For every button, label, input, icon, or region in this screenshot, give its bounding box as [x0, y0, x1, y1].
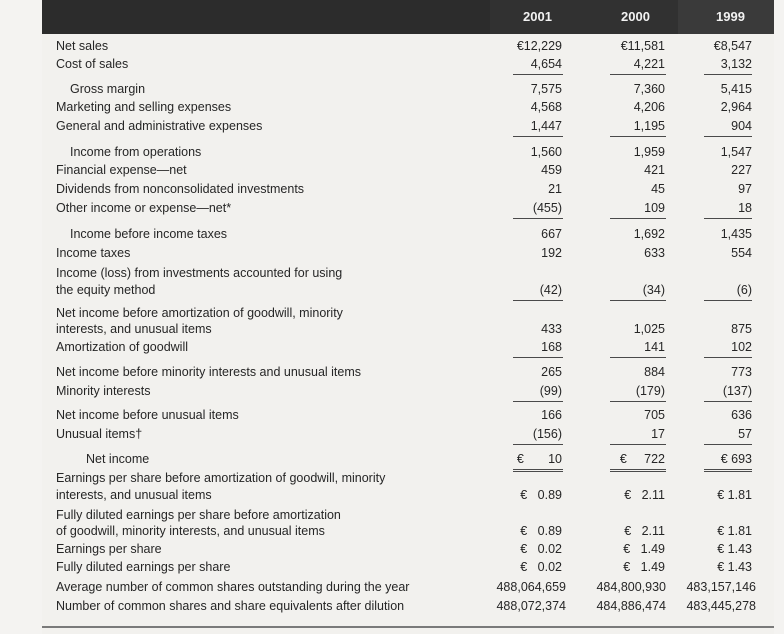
row-marketing: [0, 98, 784, 116]
underline: [610, 300, 666, 301]
row-label: Net income before amortization of goodwill, minority: [56, 306, 343, 320]
value-2000: 1,195: [633, 119, 665, 133]
value-2001: (156): [532, 427, 562, 441]
value-1999: 3,132: [720, 57, 752, 71]
row-equity-method-label1: [0, 264, 784, 282]
underline: [513, 218, 563, 219]
value-1999: € 1.81: [717, 488, 752, 502]
underline: [513, 136, 563, 137]
value-2000: 633: [644, 246, 665, 260]
row-label: Marketing and selling expenses: [56, 100, 232, 114]
value-2001: 488,072,374: [496, 599, 566, 613]
row-label-cont: the equity method: [56, 283, 156, 297]
row-general-admin: [0, 117, 784, 135]
value-2001: € 0.89: [520, 524, 562, 538]
value-1999: (137): [722, 384, 752, 398]
underline: [704, 74, 752, 75]
value-2000: 484,886,474: [596, 599, 666, 613]
underline: [513, 401, 563, 402]
value-2001: € 0.02: [520, 560, 562, 574]
value-2001: (99): [539, 384, 562, 398]
header-col-2000: [584, 0, 678, 34]
underline: [513, 444, 563, 445]
value-2000: 884: [644, 365, 665, 379]
value-2001: €12,229: [516, 39, 562, 53]
value-2000: 141: [644, 340, 665, 354]
value-1999: € 1.43: [717, 560, 752, 574]
row-label: Net income before minority interests and unusual items: [56, 365, 362, 379]
value-2001: 4,568: [530, 100, 562, 114]
underline: [513, 357, 563, 358]
row-other-income: [0, 199, 784, 217]
row-label: Income taxes: [56, 246, 131, 260]
value-2000: € 1.49: [623, 560, 665, 574]
value-2001: 667: [541, 227, 562, 241]
row-eps-before-label1: [0, 469, 784, 487]
value-2001: 7,575: [530, 82, 562, 96]
value-2001: 166: [541, 408, 562, 422]
year-2000: 2000: [621, 9, 650, 24]
value-2001: 1,447: [530, 119, 562, 133]
row-label: Income from operations: [70, 145, 202, 159]
row-label: Gross margin: [70, 82, 146, 96]
underline: [610, 401, 666, 402]
value-1999: € 1.43: [717, 542, 752, 556]
value-2000: € 2.11: [624, 488, 665, 502]
row-label: Cost of sales: [56, 57, 129, 71]
value-1999: 483,445,278: [686, 599, 756, 613]
value-2001: 433: [541, 322, 562, 336]
year-1999: 1999: [716, 9, 745, 24]
row-label: Fully diluted earnings per share before amortization: [56, 508, 341, 522]
value-1999: 5,415: [720, 82, 752, 96]
value-1999: 1,547: [720, 145, 752, 159]
row-income-operations: [0, 143, 784, 161]
value-2001: 21: [548, 182, 562, 196]
value-2000: € 2.11: [624, 524, 665, 538]
row-gross-margin: [0, 80, 784, 98]
row-fd-eps-before: [0, 522, 784, 540]
underline: [610, 218, 666, 219]
value-1999: 904: [731, 119, 752, 133]
value-1999: 102: [731, 340, 752, 354]
value-2000: 45: [651, 182, 665, 196]
row-cost-of-sales: [0, 55, 784, 73]
value-1999: 97: [738, 182, 752, 196]
row-eps: [0, 540, 784, 558]
row-equity-method: [0, 281, 784, 299]
row-label: Other income or expense—net*: [56, 201, 232, 215]
row-label: Earnings per share before amortization of goodwill, minority: [56, 471, 386, 485]
value-1999: 636: [731, 408, 752, 422]
value-2001: (42): [539, 283, 562, 297]
value-2000: € 1.49: [623, 542, 665, 556]
value-2000: (179): [635, 384, 665, 398]
underline: [513, 74, 563, 75]
row-fd-eps: [0, 558, 784, 576]
value-2000: 421: [644, 163, 665, 177]
value-2000: €11,581: [620, 39, 665, 53]
value-2000: 4,221: [633, 57, 665, 71]
row-label: Minority interests: [56, 384, 151, 398]
row-label-cont: of goodwill, minority interests, and unusual items: [56, 524, 325, 538]
row-eps-before: [0, 486, 784, 504]
value-2000: 1,692: [633, 227, 665, 241]
row-nibui: [0, 406, 784, 424]
header-col-1999: [678, 0, 774, 34]
value-2001: 265: [541, 365, 562, 379]
value-1999: € 693: [720, 452, 752, 466]
row-diluted-shares: [0, 597, 784, 615]
row-income-taxes: [0, 244, 784, 262]
underline: [704, 136, 752, 137]
value-2000: 484,800,930: [596, 580, 666, 594]
value-2001: € 10: [516, 452, 562, 466]
underline: [610, 444, 666, 445]
value-2001: 4,654: [530, 57, 562, 71]
value-1999: €8,547: [713, 39, 752, 53]
underline: [704, 218, 752, 219]
row-unusual-items: [0, 425, 784, 443]
value-1999: 875: [731, 322, 752, 336]
value-2000: (34): [642, 283, 665, 297]
row-label: Dividends from nonconsolidated investments: [56, 182, 305, 196]
value-2000: 1,025: [633, 322, 665, 336]
value-2001: 168: [541, 340, 562, 354]
row-label: Income (loss) from investments accounted for using: [56, 266, 343, 280]
underline: [704, 444, 752, 445]
row-label: Average number of common shares outstanding during the year: [56, 580, 410, 594]
row-minority-interests: [0, 382, 784, 400]
header-col-2001: [490, 0, 584, 34]
underline: [610, 357, 666, 358]
header-bar: [42, 0, 490, 34]
value-1999: 2,964: [720, 100, 752, 114]
row-net-income: [0, 450, 784, 468]
row-label: Unusual items†: [56, 427, 143, 441]
underline: [704, 300, 752, 301]
value-1999: 1,435: [720, 227, 752, 241]
row-nibag: [0, 320, 784, 338]
row-label: General and administrative expenses: [56, 119, 263, 133]
value-2001: 488,064,659: [496, 580, 566, 594]
underline: [704, 401, 752, 402]
value-2001: 459: [541, 163, 562, 177]
value-1999: 773: [731, 365, 752, 379]
value-1999: (6): [736, 283, 752, 297]
value-1999: 483,157,146: [686, 580, 756, 594]
row-dividends: [0, 180, 784, 198]
row-label: Net sales: [56, 39, 109, 53]
value-2001: € 0.89: [520, 488, 562, 502]
row-income-before-taxes: [0, 225, 784, 243]
row-label: Amortization of goodwill: [56, 340, 189, 354]
row-label-cont: interests, and unusual items: [56, 488, 212, 502]
row-net-sales: [0, 37, 784, 55]
row-label: Income before income taxes: [70, 227, 228, 241]
value-2000: 1,959: [633, 145, 665, 159]
row-amortization: [0, 338, 784, 356]
value-2001: (455): [532, 201, 562, 215]
row-label: Financial expense—net: [56, 163, 187, 177]
row-avg-shares: [0, 578, 784, 596]
row-label: Earnings per share: [56, 542, 162, 556]
value-1999: € 1.81: [717, 524, 752, 538]
value-2001: 192: [541, 246, 562, 260]
row-label: Fully diluted earnings per share: [56, 560, 231, 574]
row-nibmi: [0, 363, 784, 381]
value-2000: 17: [651, 427, 665, 441]
value-1999: 57: [738, 427, 752, 441]
value-2000: € 722: [619, 452, 665, 466]
underline: [610, 74, 666, 75]
value-2000: 705: [644, 408, 665, 422]
value-2000: 7,360: [633, 82, 665, 96]
underline: [610, 136, 666, 137]
bottom-rule: [42, 626, 774, 628]
row-label: Number of common shares and share equivalents after dilution: [56, 599, 405, 613]
underline: [704, 357, 752, 358]
row-label: Net income before unusual items: [56, 408, 239, 422]
row-financial-expense: [0, 161, 784, 179]
value-2000: 109: [644, 201, 665, 215]
year-2001: 2001: [523, 9, 552, 24]
value-2000: 4,206: [633, 100, 665, 114]
value-2001: 1,560: [530, 145, 562, 159]
row-label-cont: interests, and unusual items: [56, 322, 212, 336]
row-label: Net income: [86, 452, 150, 466]
value-1999: 18: [738, 201, 752, 215]
value-2001: € 0.02: [520, 542, 562, 556]
underline: [513, 300, 563, 301]
value-1999: 227: [731, 163, 752, 177]
value-1999: 554: [731, 246, 752, 260]
